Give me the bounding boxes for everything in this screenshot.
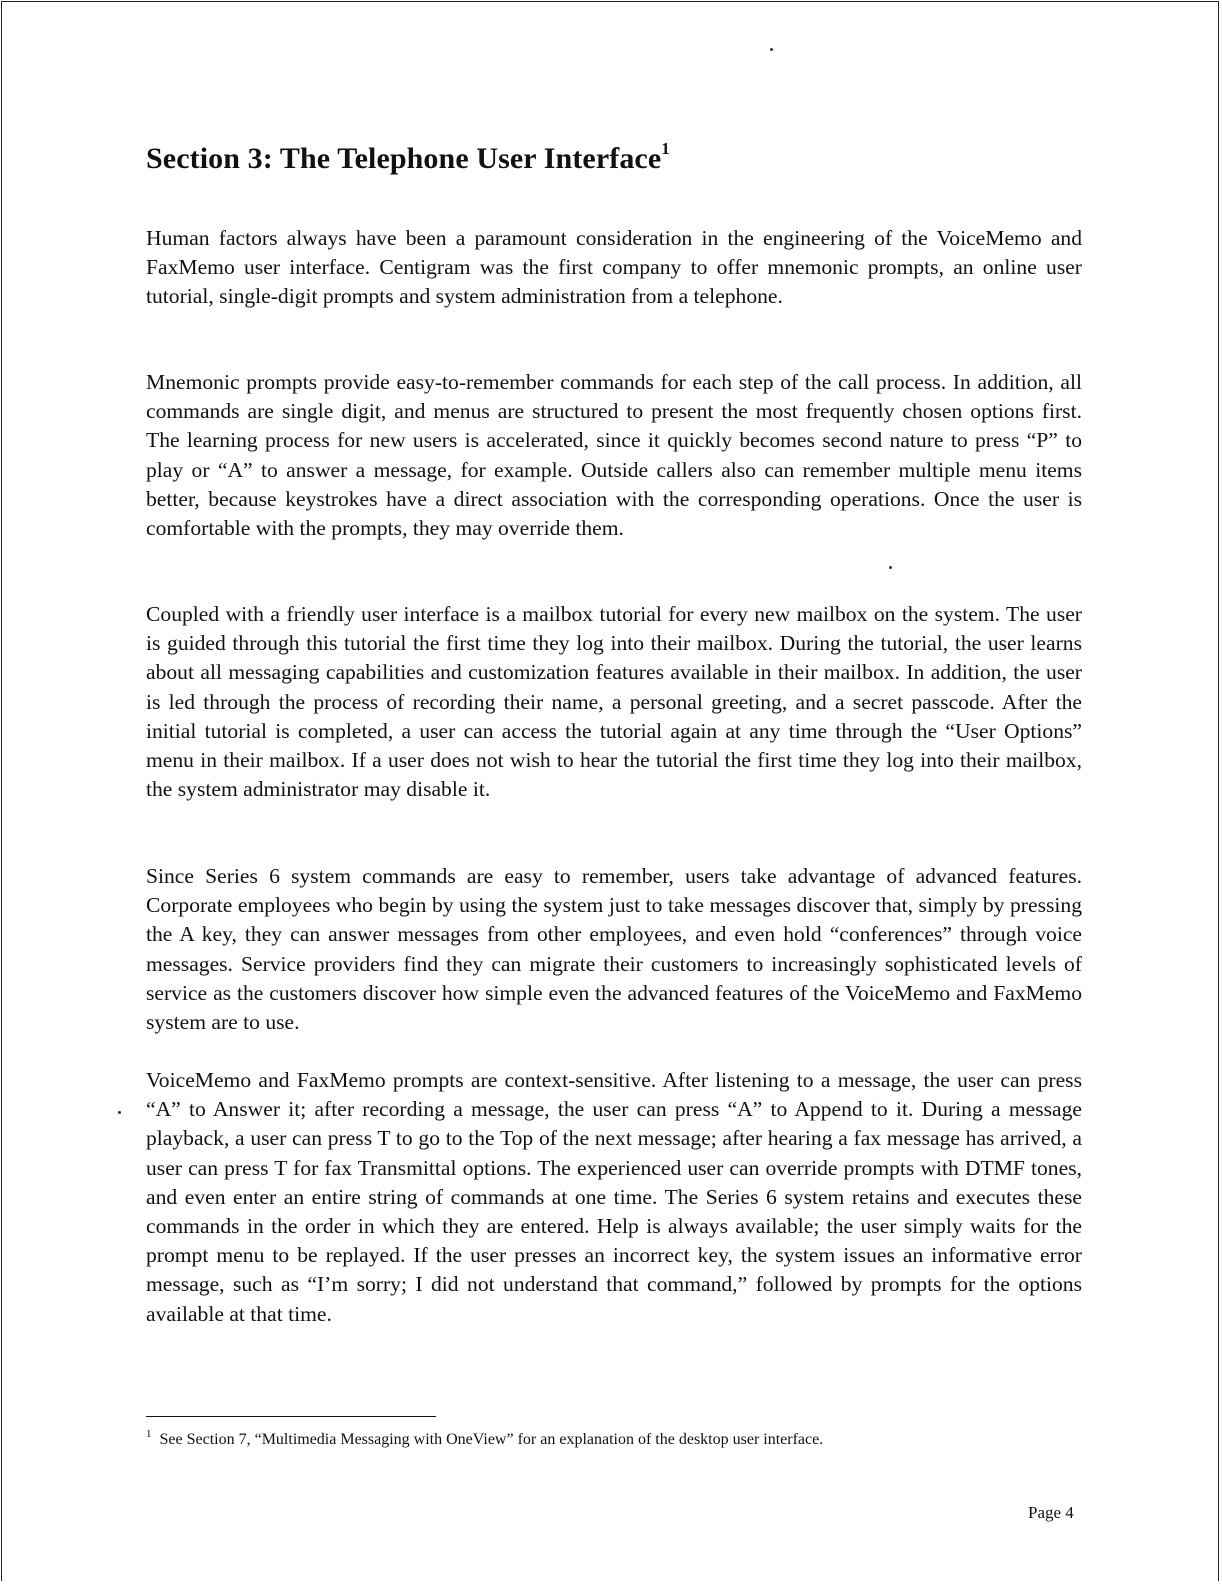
paragraph-advanced-features: Since Series 6 system commands are easy to remember, users take advantage of advanced features. Corporate employees who begin by using the system just to take messages discover that, simply by pressing the A key, they can answer messages from other employees, and even hold “conferences” through voice messages. Service providers find they can migrate their customers to increasingly sophisticated levels of service as the customers discover how simple even the advanced features of the VoiceMemo and FaxMemo system are to use.: [146, 864, 1082, 1035]
footnote-divider: [146, 1416, 436, 1417]
footnote: [146, 1428, 824, 1449]
section-heading: [146, 139, 670, 176]
scan-speck: [118, 1111, 121, 1114]
section-title: Section 3: The Telephone User Interface: [146, 142, 662, 175]
paragraph-mailbox-tutorial: Coupled with a friendly user interface is a mailbox tutorial for every new mailbox on the system. The user is guided through this tutorial the first time they log into their mailbox. During the tutorial, the user learns about all messaging capabilities and customization features available in their mailbox. In addition, the user is led through the process of recording their name, a personal greeting, and a secret passcode. After the initial tutorial is completed, a user can access the tutorial again at any time through the “User Options” menu in their mailbox. If a user does not wish to hear the tutorial the first time they log into their mailbox, the system administrator may disable it.: [146, 602, 1082, 802]
paragraph-context-sensitive: VoiceMemo and FaxMemo prompts are context-sensitive. After listening to a message, the user can press “A” to Answer it; after recording a message, the user can press “A” to Append to it. During a message playback, a user can press T to go to the Top of the next message; after hearing a fax message has arrived, a user can press T for fax Transmittal options. The experienced user can override prompts with DTMF tones, and even enter an entire string of commands at one time. The Series 6 system retains and executes these commands in the order in which they are entered. Help is always available; the user simply waits for the prompt menu to be replayed. If the user presses an incorrect key, the system issues an informative error message, such as “I’m sorry; I did not understand that command,” followed by prompts for the options available at that time.: [146, 1068, 1082, 1326]
paragraph-human-factors: Human factors always have been a paramount consideration in the engineering of the VoiceMemo and FaxMemo user interface. Centigram was the first company to offer mnemonic prompts, an online user tutorial, single-digit prompts and system administration from a telephone.: [146, 226, 1082, 309]
footnote-text: See Section 7, “Multimedia Messaging with OneView” for an explanation of the desktop user interface.: [159, 1431, 824, 1448]
scan-speck: [770, 48, 773, 51]
scan-speck: [889, 566, 892, 569]
page-number: Page 4: [1028, 1503, 1074, 1522]
footnote-reference: 1: [661, 139, 670, 158]
footnote-mark: 1: [146, 1428, 152, 1440]
paragraph-mnemonic-prompts: Mnemonic prompts provide easy-to-remember commands for each step of the call process. In addition, all commands are single digit, and menus are structured to present the most frequently chosen options first. The learning process for new users is accelerated, since it quickly becomes second nature to press “P” to play or “A” to answer a message, for example. Outside callers also can remember multiple menu items better, because keystrokes have a direct association with the corresponding operations. Once the user is comfortable with the prompts, they may override them.: [146, 370, 1082, 541]
